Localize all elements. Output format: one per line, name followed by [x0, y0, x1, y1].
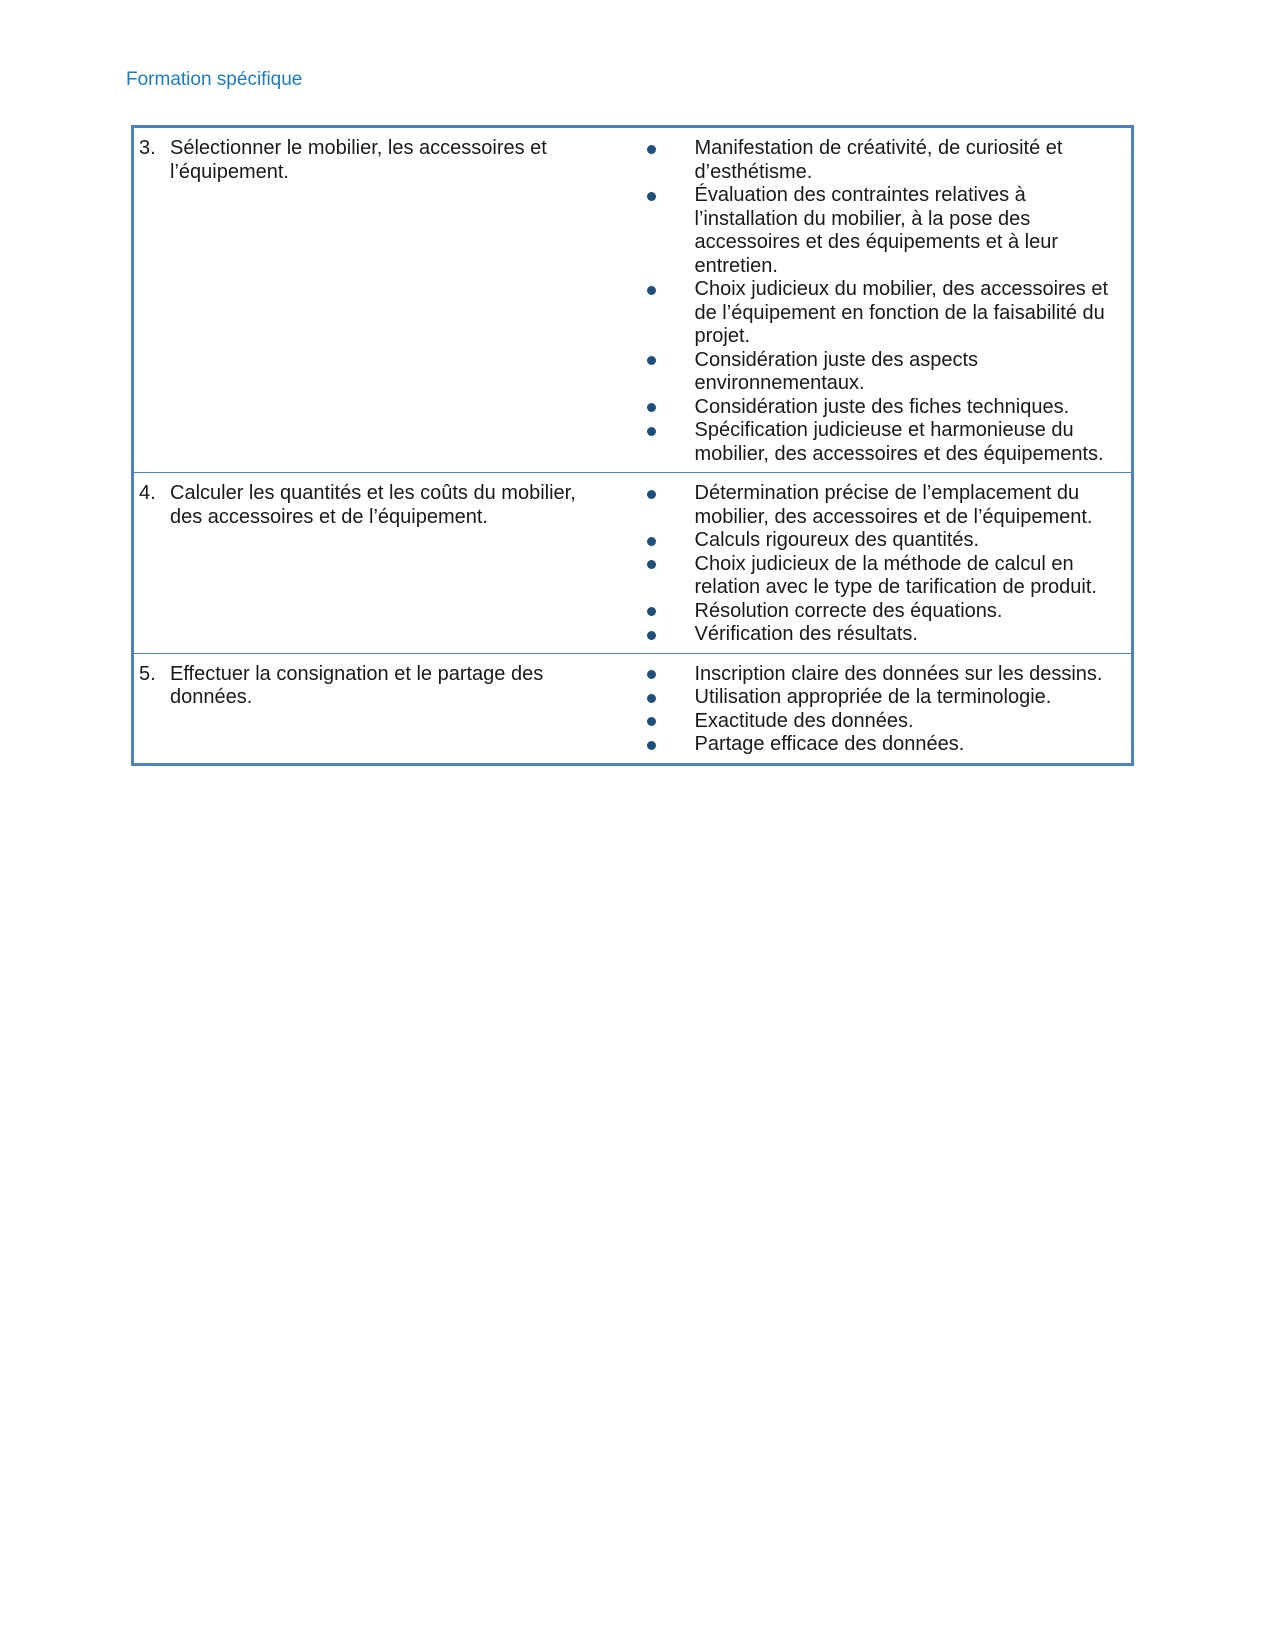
- table-row: [133, 473, 1133, 654]
- criteria-list: [611, 482, 1132, 647]
- criteria-list: [611, 137, 1132, 466]
- criterion-text: Exactitude des données.: [694, 709, 914, 732]
- bullet-icon: [647, 490, 656, 499]
- criterion-item: [611, 482, 1132, 529]
- criteria-cell: [611, 653, 1133, 764]
- bullet-icon: [647, 403, 656, 412]
- bullet-icon: [647, 670, 656, 679]
- objective-cell: [133, 653, 611, 764]
- page-header: Formation spécifique: [126, 69, 303, 90]
- criterion-item: [611, 137, 1132, 184]
- objective-number: 5.: [139, 662, 156, 685]
- criterion-text: Inscription claire des données sur les dessins.: [694, 662, 1103, 685]
- criterion-item: [611, 396, 1132, 420]
- criterion-text: Considération juste des fiches techniques.: [694, 395, 1070, 418]
- criterion-text: Résolution correcte des équations.: [694, 599, 1003, 622]
- bullet-icon: [647, 537, 656, 546]
- criterion-item: [611, 184, 1132, 278]
- objectives-table-body: [133, 127, 1133, 765]
- criteria-cell: [611, 127, 1133, 473]
- criteria-cell: [611, 473, 1133, 654]
- criterion-item: [611, 710, 1132, 734]
- criterion-text: Manifestation de créativité, de curiosité et d’esthétisme.: [694, 137, 1063, 183]
- criterion-text: Utilisation appropriée de la terminologie.: [694, 686, 1052, 708]
- criterion-text: Détermination précise de l’emplacement du mobilier, des accessoires et de l’équipement.: [694, 482, 1093, 528]
- criterion-item: [611, 600, 1132, 624]
- objective-cell: [133, 473, 611, 654]
- objective-wrap: [139, 137, 601, 184]
- criterion-text: Choix judicieux de la méthode de calcul en relation avec le type de tarification de produit.: [694, 552, 1097, 598]
- bullet-icon: [647, 717, 656, 726]
- table-row: [133, 127, 1133, 473]
- criterion-item: [611, 349, 1132, 396]
- criterion-text: Calculs rigoureux des quantités.: [694, 529, 980, 551]
- objective-text: Calculer les quantités et les coûts du mobilier, des accessoires et de l’équipement.: [170, 482, 576, 528]
- bullet-icon: [647, 427, 656, 436]
- criterion-item: [611, 553, 1132, 600]
- criterion-text: Évaluation des contraintes relatives à l’installation du mobilier, à la pose des accessoires et des équipements et à leur entretien.: [694, 184, 1059, 277]
- bullet-icon: [647, 192, 656, 201]
- bullet-icon: [647, 607, 656, 616]
- objective-number: 3.: [139, 137, 156, 159]
- criterion-text: Spécification judicieuse et harmonieuse du mobilier, des accessoires et des équipements.: [694, 419, 1104, 465]
- bullet-icon: [647, 631, 656, 640]
- bullet-icon: [647, 694, 656, 703]
- objective-text: Sélectionner le mobilier, les accessoires et l’équipement.: [170, 137, 547, 183]
- objective-number: 4.: [139, 482, 156, 504]
- objective-wrap: [139, 663, 601, 710]
- criterion-text: Considération juste des aspects environnementaux.: [694, 348, 978, 394]
- bullet-icon: [647, 145, 656, 154]
- criterion-text: Partage efficace des données.: [694, 733, 965, 755]
- objective-wrap: [139, 482, 601, 529]
- criterion-text: Vérification des résultats.: [694, 623, 918, 645]
- criterion-item: [611, 733, 1132, 757]
- bullet-icon: [647, 356, 656, 365]
- objective-text: Effectuer la consignation et le partage des données.: [170, 662, 544, 708]
- bullet-icon: [647, 560, 656, 569]
- bullet-icon: [647, 741, 656, 750]
- criterion-item: [611, 419, 1132, 466]
- criterion-item: [611, 529, 1132, 553]
- table-row: [133, 653, 1133, 764]
- criterion-item: [611, 278, 1132, 349]
- objectives-table: [131, 125, 1134, 766]
- criterion-text: Choix judicieux du mobilier, des accessoires et de l’équipement en fonction de la faisabilité du projet.: [694, 278, 1109, 347]
- bullet-icon: [647, 286, 656, 295]
- criteria-list: [611, 663, 1132, 757]
- objective-cell: [133, 127, 611, 473]
- criterion-item: [611, 686, 1132, 710]
- criterion-item: [611, 623, 1132, 647]
- criterion-item: [611, 663, 1132, 687]
